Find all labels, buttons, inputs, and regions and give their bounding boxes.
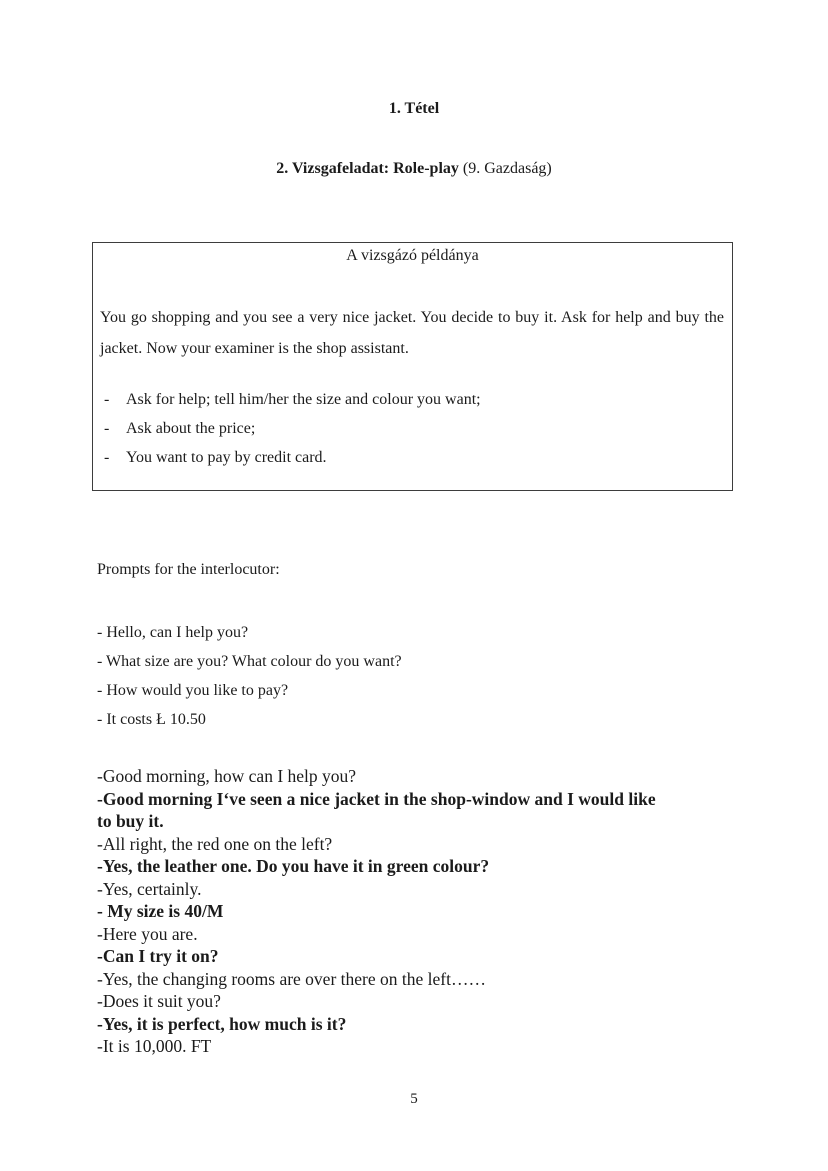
dialogue-line: -Does it suit you? xyxy=(97,991,221,1011)
prompt-line: - Hello, can I help you? xyxy=(97,624,249,641)
prompts-list xyxy=(97,618,402,734)
dialogue-line: -Here you are. xyxy=(97,923,198,944)
bullet-item xyxy=(104,385,724,414)
bullet-text: You want to pay by credit card. xyxy=(126,449,327,466)
task-subtitle xyxy=(0,159,828,179)
task-subtitle-bold: 2. Vizsgafeladat: Role-play xyxy=(276,160,463,177)
candidate-task-box xyxy=(92,242,733,491)
dialogue-transcript xyxy=(97,765,745,1058)
dialogue-line: -Yes, it is perfect, how much is it? xyxy=(97,1013,347,1034)
bullet-marker: - xyxy=(104,420,110,437)
page-title: 1. Tétel xyxy=(388,100,440,117)
dialogue-line: -All right, the red one on the left? xyxy=(97,833,333,854)
bullet-text: Ask for help; tell him/her the size and colour you want; xyxy=(126,391,481,408)
bullet-item xyxy=(104,443,724,472)
dialogue-line: -Good morning, how can I help you? xyxy=(97,766,357,786)
dialogue-line: -It is 10,000. FT xyxy=(97,1036,212,1056)
dialogue-line: -Yes, certainly. xyxy=(97,878,202,899)
task-bullet-list xyxy=(104,385,724,472)
dialogue-line: to buy it. xyxy=(97,811,164,831)
dialogue-line: -Can I try it on? xyxy=(97,946,219,966)
prompt-line: - How would you like to pay? xyxy=(97,682,289,699)
page-number: 5 xyxy=(410,1091,418,1107)
dialogue-line: - My size is 40/M xyxy=(97,901,224,921)
bullet-marker: - xyxy=(104,449,110,466)
task-box-heading: A vizsgázó példánya xyxy=(346,247,479,264)
bullet-marker: - xyxy=(104,391,110,408)
bullet-text: Ask about the price; xyxy=(126,420,256,437)
bullet-item xyxy=(104,414,724,443)
dialogue-line: -Yes, the leather one. Do you have it in green colour? xyxy=(97,856,490,876)
task-subtitle-regular: (9. Gazdaság) xyxy=(462,160,552,177)
prompt-line: - What size are you? What colour do you want? xyxy=(97,653,402,670)
prompts-heading: Prompts for the interlocutor: xyxy=(97,561,280,578)
task-description: You go shopping and you see a very nice jacket. You decide to buy it. Ask for help and buy the jacket. Now your examiner is the shop assistant. xyxy=(100,309,724,357)
prompt-line: - It costs Ł 10.50 xyxy=(97,711,206,728)
dialogue-line: -Yes, the changing rooms are over there on the left…… xyxy=(97,968,486,989)
dialogue-line: -Good morning I‘ve seen a nice jacket in the shop-window and I would like xyxy=(97,788,656,809)
